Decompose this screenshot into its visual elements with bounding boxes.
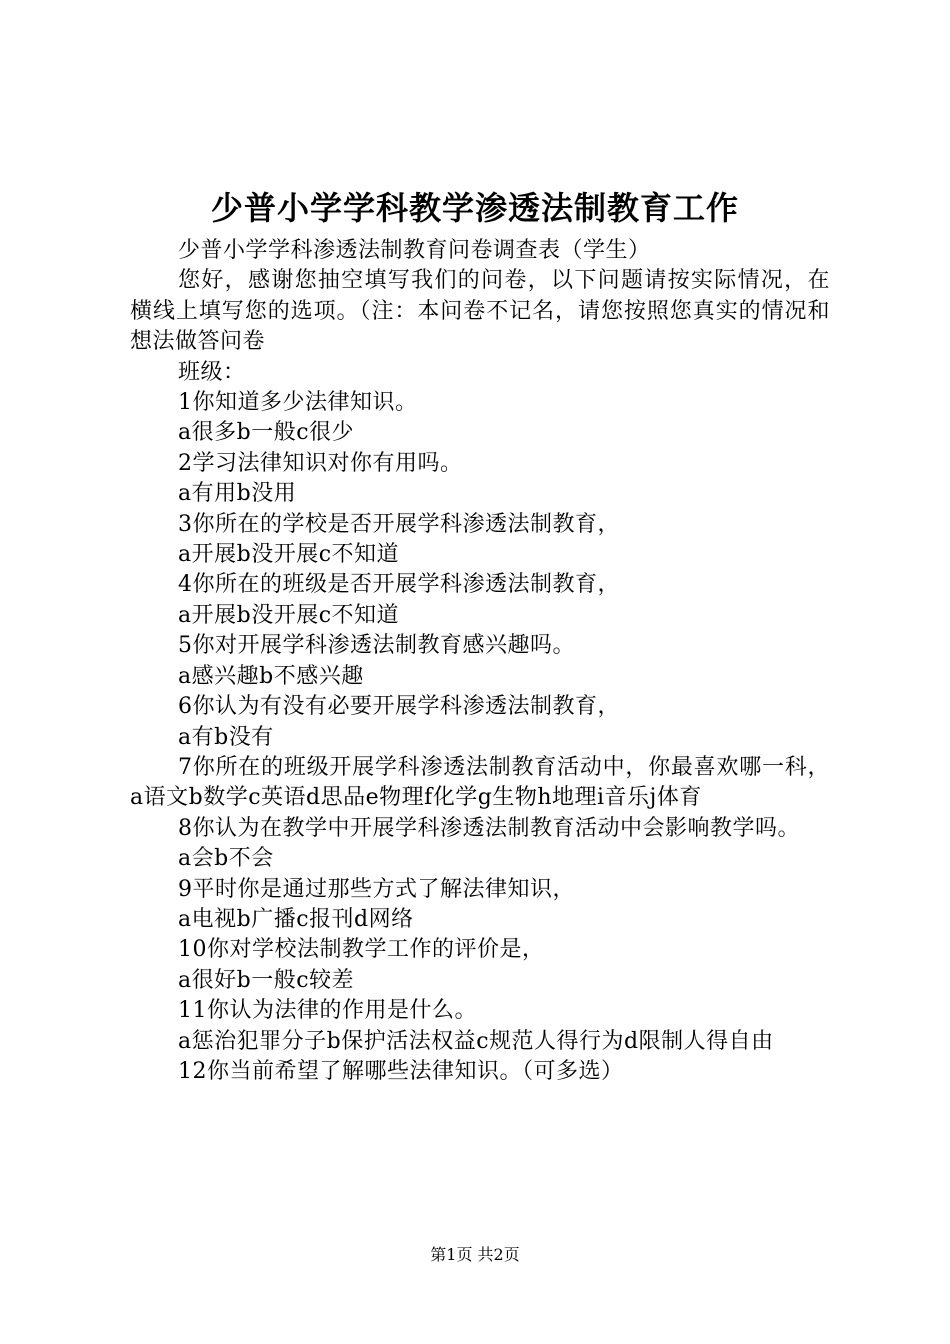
answer-options-4: a开展b没开展c不知道 bbox=[178, 602, 400, 628]
question-8: 8你认为在教学中开展学科渗透法制教育活动中会影响教学吗。 bbox=[178, 815, 800, 841]
paragraph-survey-heading: 少普小学学科渗透法制教育问卷调查表（学生） bbox=[178, 238, 651, 263]
question-3: 3你所在的学校是否开展学科渗透法制教育， bbox=[178, 511, 620, 537]
paragraph-class-field: 班级： bbox=[178, 359, 246, 385]
question-1: 1你知道多少法律知识。 bbox=[178, 390, 418, 416]
question-4: 4你所在的班级是否开展学科渗透法制教育， bbox=[178, 572, 620, 598]
question-10: 10你对学校法制教学工作的评价是， bbox=[178, 937, 545, 963]
answer-options-1: a很多b一般c很少 bbox=[178, 420, 355, 446]
answer-options-11: a惩治犯罪分子b保护活法权益c规范人得行为d限制人得自由 bbox=[178, 1028, 774, 1054]
answer-options-9: a电视b广播c报刊d网络 bbox=[178, 906, 414, 932]
answer-options-2: a有用b没用 bbox=[178, 481, 297, 507]
question-5: 5你对开展学科渗透法制教育感兴趣吗。 bbox=[178, 633, 575, 659]
question-9: 9平时你是通过那些方式了解法律知识， bbox=[178, 876, 575, 902]
question-11: 11你认为法律的作用是什么。 bbox=[178, 998, 477, 1024]
answer-options-8: a会b不会 bbox=[178, 846, 274, 872]
answer-options-3: a开展b没开展c不知道 bbox=[178, 542, 400, 568]
paragraph-greeting: 您好，感谢您抽空填写我们的问卷，以下问题请按实际情况，在横线上填写您的选项。（注：本问卷不记名，请您按照您真实的情况和想法做答问卷 bbox=[130, 268, 830, 355]
question-7: 7你所在的班级开展学科渗透法制教育活动中，你最喜欢哪一科，a语文b数学c英语d思品e物理f化学g生物h地理i音乐j体育 bbox=[130, 754, 830, 811]
answer-options-5: a感兴趣b不感兴趣 bbox=[178, 663, 364, 689]
question-12: 12你当前希望了解哪些法律知识。（可多选） bbox=[178, 1058, 624, 1084]
document-title: 少普小学学科教学渗透法制教育工作 bbox=[210, 189, 739, 227]
question-6: 6你认为有没有必要开展学科渗透法制教育， bbox=[178, 694, 620, 720]
document-body bbox=[130, 236, 830, 1087]
answer-options-6: a有b没有 bbox=[178, 724, 274, 750]
question-2: 2学习法律知识对你有用吗。 bbox=[178, 450, 463, 476]
page-indicator: 第1页 共2页 bbox=[430, 1245, 520, 1264]
answer-options-10: a很好b一般c较差 bbox=[178, 967, 355, 993]
